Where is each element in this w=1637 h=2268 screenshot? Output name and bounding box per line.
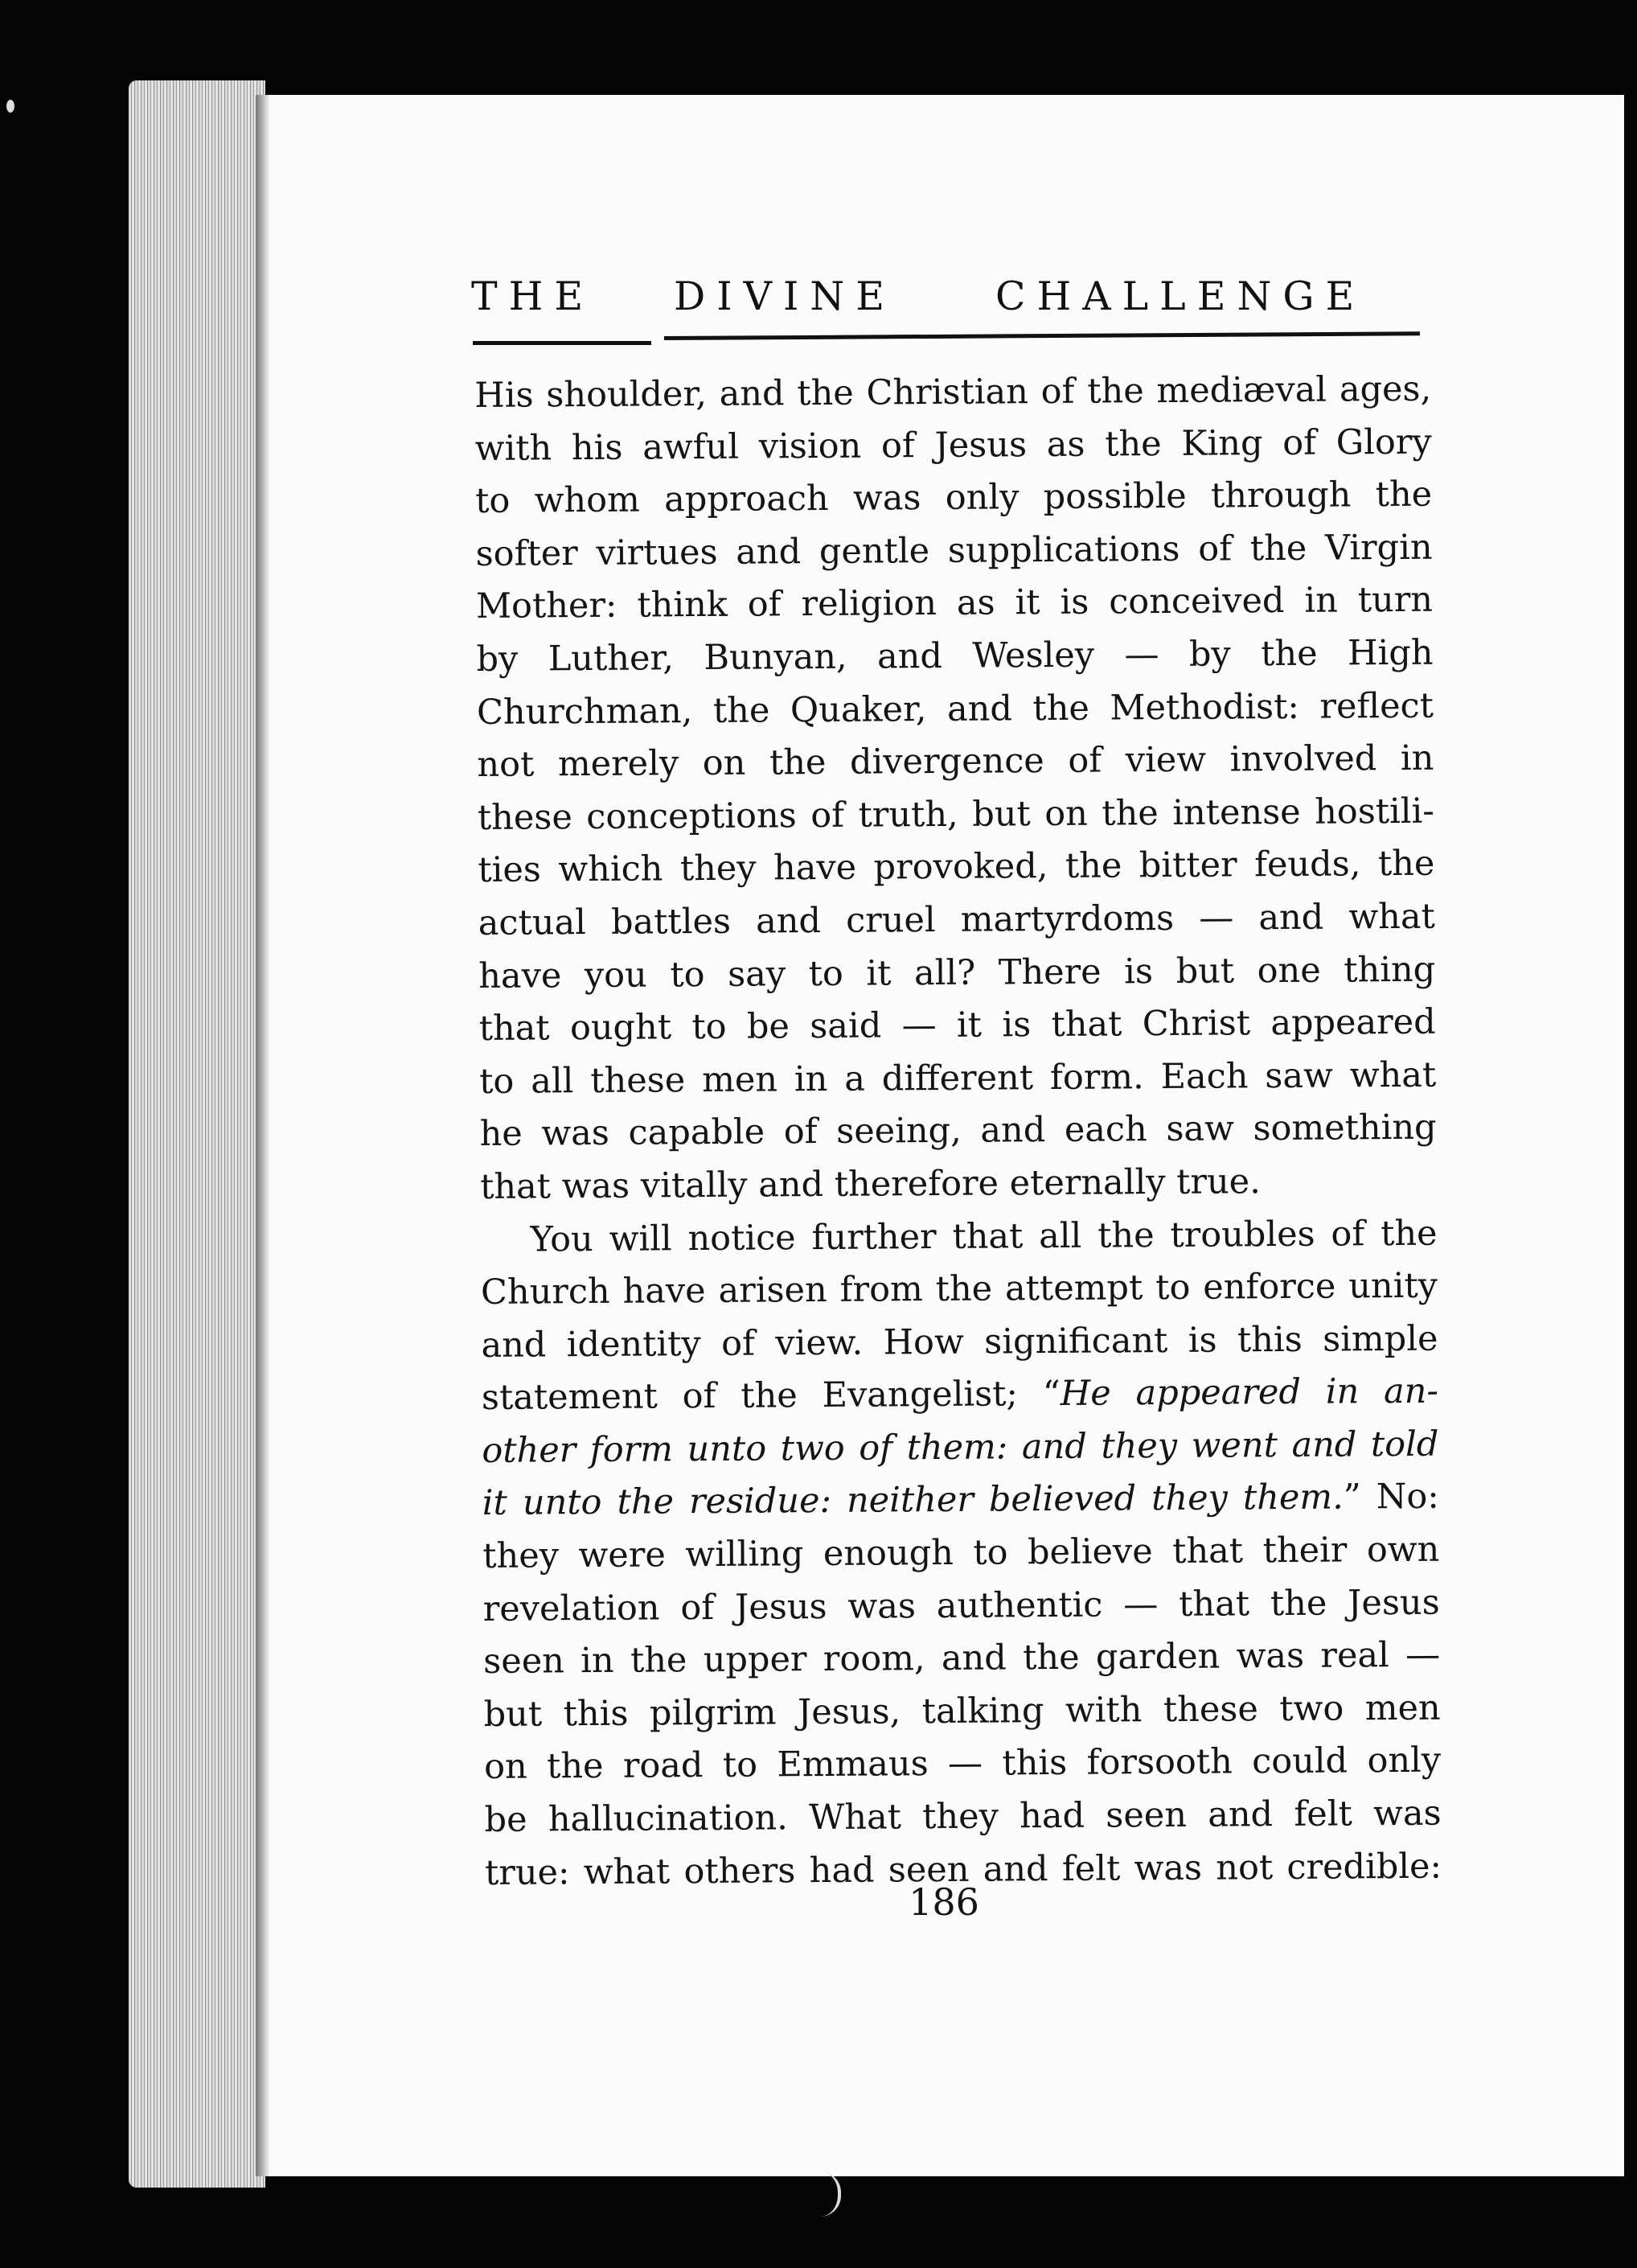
scan-speck <box>6 100 14 113</box>
scan-speck <box>820 2171 841 2217</box>
text-line: Mother: think of religion as it is conceived in turn <box>475 580 1434 627</box>
text-line: with his awful vision of Jesus as the King of Glory <box>474 421 1432 469</box>
text-italic: He appeared in an- <box>1060 1370 1439 1415</box>
text-line: revelation of Jesus was authentic — that the Jesus <box>482 1582 1440 1629</box>
running-head <box>471 273 1420 330</box>
text-line: they were willing enough to believe that their own <box>482 1529 1440 1577</box>
text-line-mixed <box>482 1366 1438 1425</box>
text-line: he was capable of seeing, and each saw something <box>479 1107 1437 1155</box>
text-line: that was vitally and therefore eternally true. <box>479 1161 1262 1207</box>
text-roman: statement of the Evangelist; “ <box>481 1374 1061 1419</box>
page-number: 186 <box>909 1880 979 1924</box>
text-line: be hallucination. What they had seen and felt was <box>484 1793 1442 1840</box>
text-line: ties which they have provoked, the bitter feuds, the <box>478 844 1435 891</box>
text-line: and identity of view. How significant is this simple <box>481 1318 1438 1366</box>
gutter-shadow <box>256 95 270 2176</box>
body-text <box>474 364 1442 1900</box>
text-line: on the road to Emmaus — this forsooth could only <box>483 1740 1442 1788</box>
running-head-word-3: CHALLENGE <box>995 273 1366 319</box>
running-head-word-1: THE <box>471 273 595 319</box>
text-line: have you to say to it all? There is but one thing <box>478 949 1436 996</box>
text-line: His shoulder, and the Christian of the mediæval ages, <box>474 368 1432 416</box>
running-head-word-2: DIVINE <box>674 273 896 319</box>
head-rule-left <box>473 341 651 345</box>
text-line: true: what others had seen and felt was not credible: <box>484 1846 1442 1893</box>
text-line: not merely on the divergence of view involved in <box>477 738 1434 786</box>
text-line: Church have arisen from the attempt to enforce unity <box>480 1265 1438 1313</box>
text-line-mixed <box>482 1471 1439 1530</box>
text-line: softer virtues and gentle supplications of the Virgin <box>475 527 1433 574</box>
text-line: to whom approach was only possible through the <box>474 474 1433 522</box>
text-line-italic: other form unto two of them: and they went and told <box>482 1424 1439 1471</box>
text-italic: it unto the residue: neither believed they them. <box>482 1477 1344 1524</box>
text-line: to all these men in a different form. Each saw what <box>479 1054 1437 1102</box>
text-line: that ought to be said — it is that Christ appeared <box>478 1001 1436 1050</box>
text-roman: ” No: <box>1343 1477 1439 1518</box>
text-line: You will notice further that all the troubles of the <box>530 1213 1438 1260</box>
text-line: but this pilgrim Jesus, talking with these two men <box>483 1687 1441 1735</box>
text-line: actual battles and cruel martyrdoms — and what <box>478 896 1435 943</box>
text-line: by Luther, Bunyan, and Wesley — by the High <box>476 632 1434 680</box>
text-line: seen in the upper room, and the garden was real — <box>483 1634 1441 1683</box>
text-line: Churchman, the Quaker, and the Methodist: reflect <box>476 685 1434 733</box>
text-line: these conceptions of truth, but on the intense hostili- <box>477 791 1435 838</box>
page-edge-stack <box>129 80 265 2188</box>
